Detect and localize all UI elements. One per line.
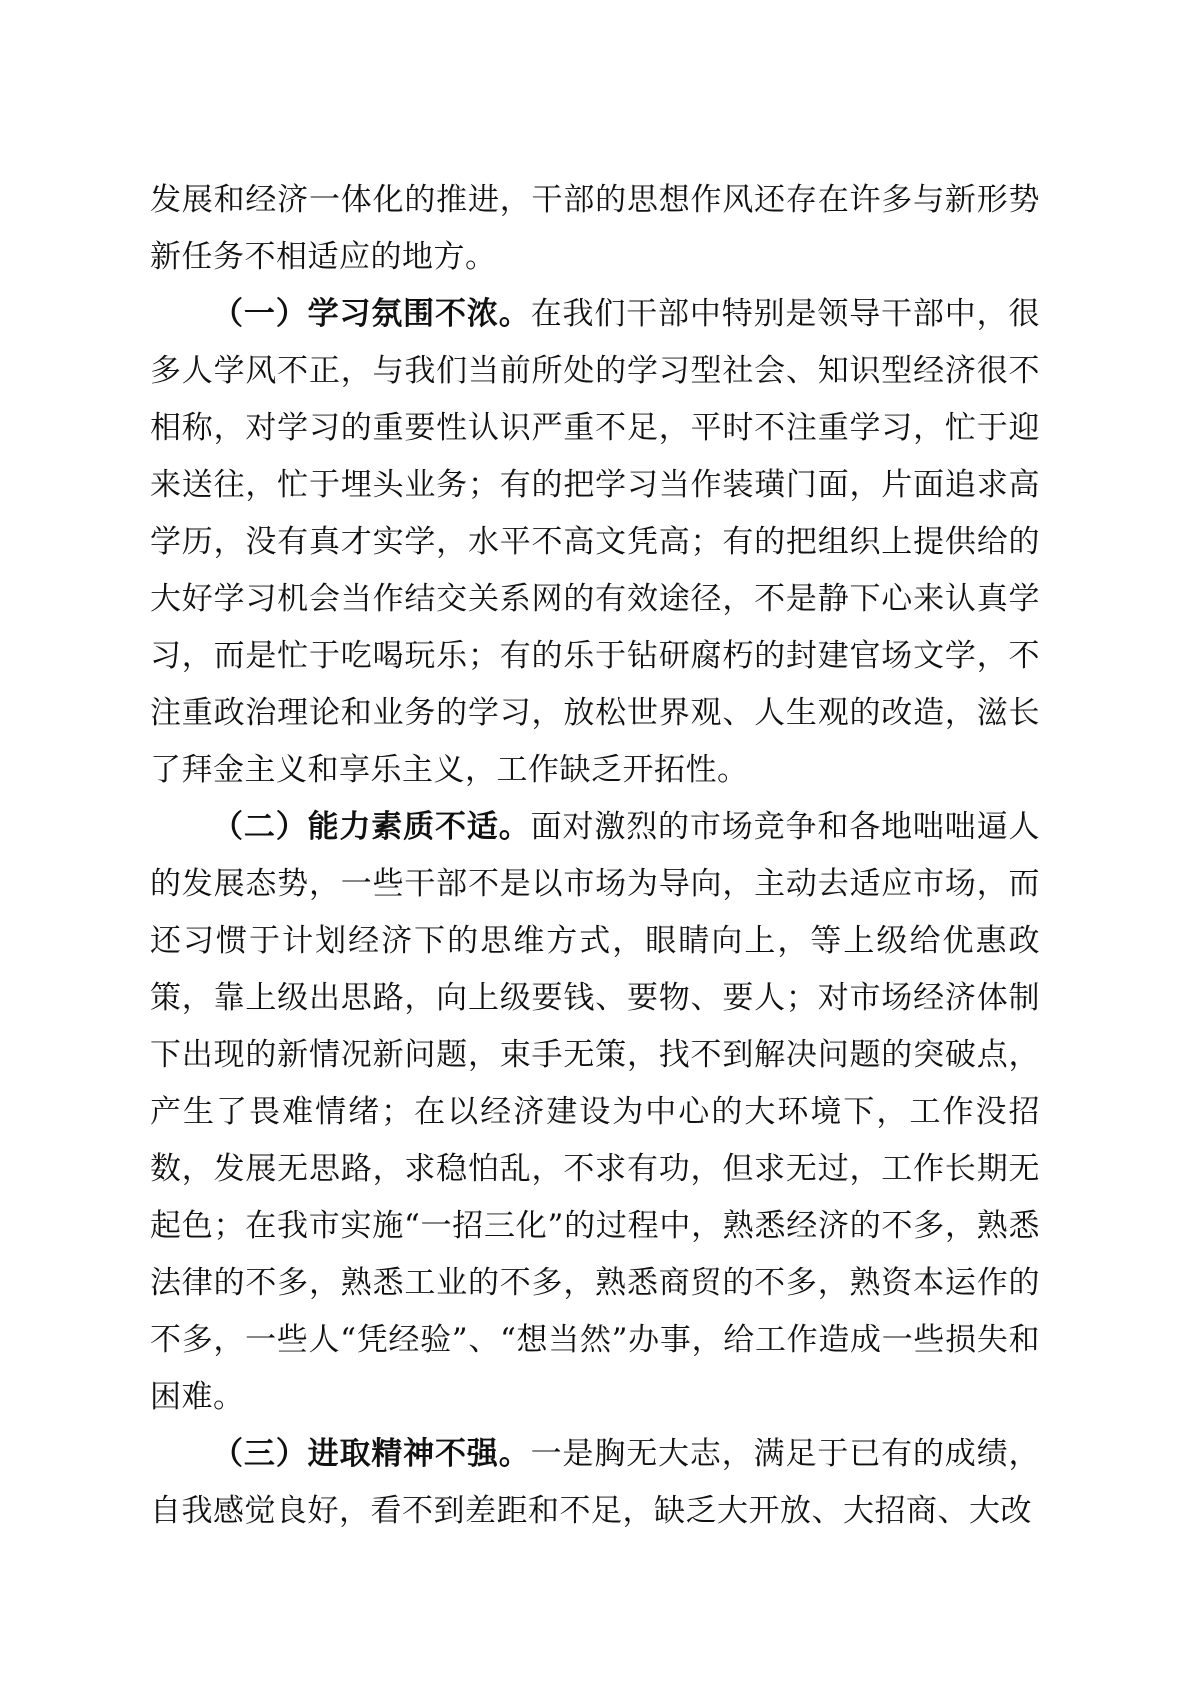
paragraph-ability-quality [150, 799, 1040, 1426]
paragraph-intro [150, 172, 1040, 286]
document-body [150, 172, 1040, 1540]
section-heading: （二）能力素质不适。 [212, 809, 531, 845]
paragraph-text: 一是胸无大志，满足于已有的成绩，自我感觉良好，看不到差距和不足，缺乏大开放、大招商、大改 [150, 1436, 1041, 1529]
section-heading: （三）进取精神不强。 [212, 1436, 531, 1472]
section-heading: （一）学习氛围不浓。 [212, 296, 531, 332]
paragraph-text: 发展和经济一体化的推进，干部的思想作风还存在许多与新形势新任务不相适应的地方。 [150, 182, 1040, 275]
paragraph-text: 在我们干部中特别是领导干部中，很多人学风不正，与我们当前所处的学习型社会、知识型经济很不相称，对学习的重要性认识严重不足，平时不注重学习，忙于迎来送往，忙于埋头业务；有的把学习当作装璜门面，片面追求高学历，没有真才实学，水平不高文凭高；有的把组织上提供给的大好学习机会当作结交关系网的有效途径，不是静下心来认真学习，而是忙于吃喝玩乐；有的乐于钻研腐朽的封建官场文学，不注重政治理论和业务的学习，放松世界观、人生观的改造，滋长了拜金主义和享乐主义，工作缺乏开拓性。 [150, 296, 1041, 788]
paragraph-text: 面对激烈的市场竞争和各地咄咄逼人的发展态势，一些干部不是以市场为导向，主动去适应市场，而还习惯于计划经济下的思维方式，眼睛向上，等上级给优惠政策，靠上级出思路，向上级要钱、要物、要人；对市场经济体制下出现的新情况新问题，束手无策，找不到解决问题的突破点，产生了畏难情绪；在以经济建设为中心的大环境下，工作没招数，发展无思路，求稳怕乱，不求有功，但求无过，工作长期无起色；在我市实施“一招三化”的过程中，熟悉经济的不多，熟悉法律的不多，熟悉工业的不多，熟悉商贸的不多，熟资本运作的不多，一些人“凭经验”、“想当然”办事，给工作造成一些损失和困难。 [150, 809, 1041, 1415]
paragraph-enterprising-spirit [150, 1426, 1040, 1540]
paragraph-study-atmosphere [150, 286, 1040, 799]
